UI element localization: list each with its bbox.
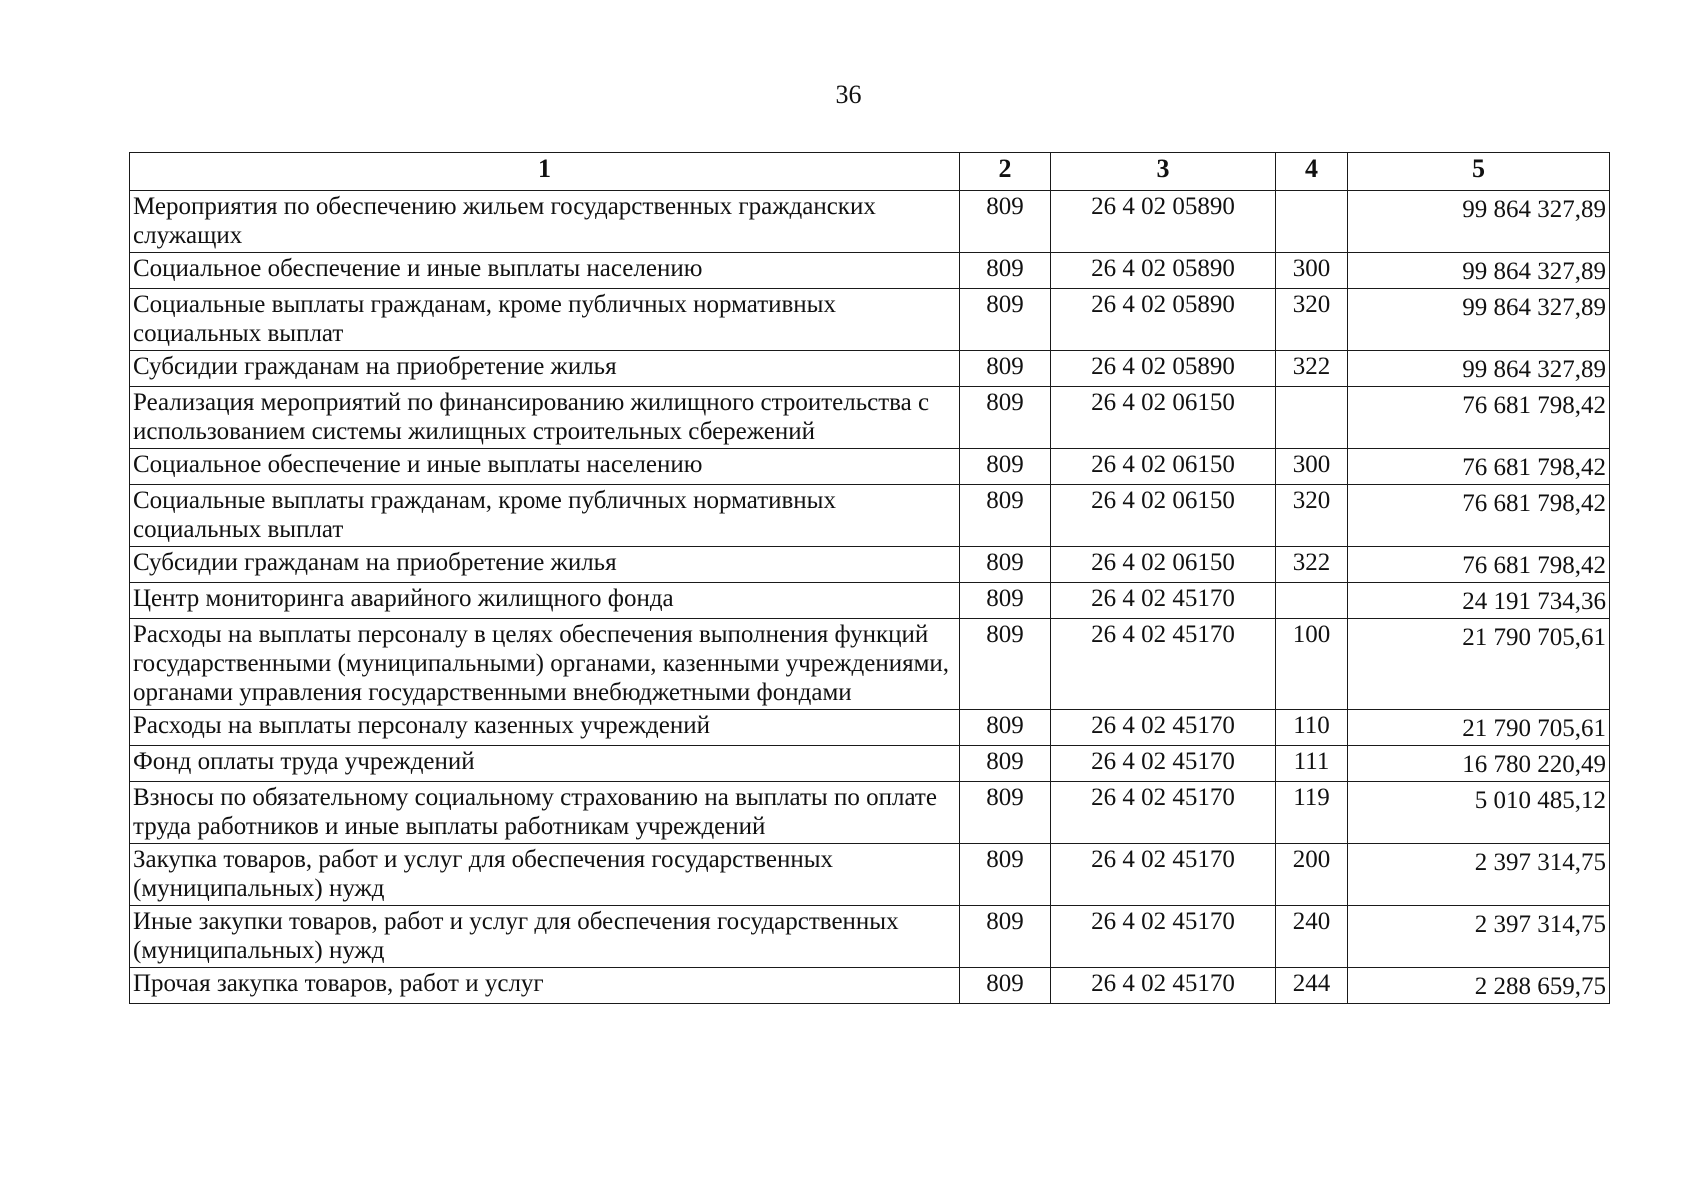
row-item-name: Социальные выплаты гражданам, кроме публичных нормативных социальных выплат [130, 485, 960, 547]
row-item-name: Реализация мероприятий по финансированию жилищного строительства с использованием системы жилищных строительных сбережений [130, 387, 960, 449]
row-expense-type-code: 200 [1276, 844, 1348, 906]
row-department-code: 809 [960, 253, 1051, 289]
row-department-code: 809 [960, 191, 1051, 253]
row-target-article-code: 26 4 02 05890 [1051, 191, 1276, 253]
row-amount: 21 790 705,61 [1348, 619, 1610, 710]
row-item-name: Социальное обеспечение и иные выплаты населению [130, 253, 960, 289]
row-item-name: Фонд оплаты труда учреждений [130, 746, 960, 782]
table-row [130, 351, 1610, 387]
header-column-1: 1 [130, 153, 960, 191]
row-amount: 16 780 220,49 [1348, 746, 1610, 782]
row-target-article-code: 26 4 02 45170 [1051, 746, 1276, 782]
page-number: 36 [835, 80, 862, 109]
table-row [130, 844, 1610, 906]
table-row [130, 968, 1610, 1004]
table-row [130, 485, 1610, 547]
row-item-name: Взносы по обязательному социальному страхованию на выплаты по оплате труда работников и иные выплаты работникам учреждений [130, 782, 960, 844]
row-amount: 24 191 734,36 [1348, 583, 1610, 619]
table-row [130, 449, 1610, 485]
row-expense-type-code: 300 [1276, 253, 1348, 289]
row-item-name: Прочая закупка товаров, работ и услуг [130, 968, 960, 1004]
row-target-article-code: 26 4 02 06150 [1051, 485, 1276, 547]
row-expense-type-code: 244 [1276, 968, 1348, 1004]
table-row [130, 619, 1610, 710]
header-column-3: 3 [1051, 153, 1276, 191]
row-expense-type-code: 320 [1276, 485, 1348, 547]
row-expense-type-code: 111 [1276, 746, 1348, 782]
budget-table [129, 152, 1610, 1004]
row-expense-type-code: 100 [1276, 619, 1348, 710]
row-item-name: Закупка товаров, работ и услуг для обеспечения государственных (муниципальных) нужд [130, 844, 960, 906]
table-row [130, 906, 1610, 968]
row-item-name: Центр мониторинга аварийного жилищного фонда [130, 583, 960, 619]
row-target-article-code: 26 4 02 45170 [1051, 968, 1276, 1004]
row-department-code: 809 [960, 619, 1051, 710]
row-amount: 2 288 659,75 [1348, 968, 1610, 1004]
row-item-name: Мероприятия по обеспечению жильем государственных гражданских служащих [130, 191, 960, 253]
row-item-name: Иные закупки товаров, работ и услуг для обеспечения государственных (муниципальных) нужд [130, 906, 960, 968]
row-item-name: Расходы на выплаты персоналу казенных учреждений [130, 710, 960, 746]
table-row [130, 289, 1610, 351]
table-row [130, 387, 1610, 449]
table-header-row [130, 153, 1610, 191]
row-expense-type-code: 322 [1276, 351, 1348, 387]
row-amount: 99 864 327,89 [1348, 191, 1610, 253]
row-item-name: Расходы на выплаты персоналу в целях обеспечения выполнения функций государственными (муниципальными) органами, казенными учреждениями, органами управления государственными внебюджетными фондами [130, 619, 960, 710]
row-target-article-code: 26 4 02 45170 [1051, 583, 1276, 619]
table-row [130, 710, 1610, 746]
header-column-5: 5 [1348, 153, 1610, 191]
table-row [130, 191, 1610, 253]
row-amount: 2 397 314,75 [1348, 906, 1610, 968]
row-target-article-code: 26 4 02 45170 [1051, 844, 1276, 906]
row-target-article-code: 26 4 02 45170 [1051, 710, 1276, 746]
row-target-article-code: 26 4 02 45170 [1051, 782, 1276, 844]
row-department-code: 809 [960, 289, 1051, 351]
row-amount: 99 864 327,89 [1348, 351, 1610, 387]
row-expense-type-code: 322 [1276, 547, 1348, 583]
row-target-article-code: 26 4 02 05890 [1051, 289, 1276, 351]
row-department-code: 809 [960, 547, 1051, 583]
table-row [130, 583, 1610, 619]
row-amount: 76 681 798,42 [1348, 485, 1610, 547]
row-expense-type-code: 240 [1276, 906, 1348, 968]
row-department-code: 809 [960, 844, 1051, 906]
header-column-2: 2 [960, 153, 1051, 191]
row-target-article-code: 26 4 02 06150 [1051, 449, 1276, 485]
row-department-code: 809 [960, 583, 1051, 619]
row-item-name: Субсидии гражданам на приобретение жилья [130, 547, 960, 583]
row-department-code: 809 [960, 387, 1051, 449]
row-amount: 76 681 798,42 [1348, 547, 1610, 583]
row-amount: 2 397 314,75 [1348, 844, 1610, 906]
table-row [130, 746, 1610, 782]
row-amount: 21 790 705,61 [1348, 710, 1610, 746]
row-item-name: Социальные выплаты гражданам, кроме публичных нормативных социальных выплат [130, 289, 960, 351]
row-department-code: 809 [960, 746, 1051, 782]
row-expense-type-code [1276, 583, 1348, 619]
row-amount: 5 010 485,12 [1348, 782, 1610, 844]
row-item-name: Субсидии гражданам на приобретение жилья [130, 351, 960, 387]
table-row [130, 782, 1610, 844]
row-target-article-code: 26 4 02 05890 [1051, 351, 1276, 387]
table-body [130, 191, 1610, 1004]
row-expense-type-code: 300 [1276, 449, 1348, 485]
row-department-code: 809 [960, 782, 1051, 844]
row-department-code: 809 [960, 485, 1051, 547]
row-amount: 99 864 327,89 [1348, 289, 1610, 351]
row-expense-type-code [1276, 191, 1348, 253]
row-expense-type-code: 320 [1276, 289, 1348, 351]
row-target-article-code: 26 4 02 45170 [1051, 906, 1276, 968]
header-column-4: 4 [1276, 153, 1348, 191]
row-amount: 99 864 327,89 [1348, 253, 1610, 289]
row-target-article-code: 26 4 02 06150 [1051, 387, 1276, 449]
row-target-article-code: 26 4 02 45170 [1051, 619, 1276, 710]
row-target-article-code: 26 4 02 05890 [1051, 253, 1276, 289]
row-department-code: 809 [960, 968, 1051, 1004]
table-row [130, 547, 1610, 583]
row-department-code: 809 [960, 351, 1051, 387]
row-expense-type-code: 119 [1276, 782, 1348, 844]
row-department-code: 809 [960, 906, 1051, 968]
table-row [130, 253, 1610, 289]
row-item-name: Социальное обеспечение и иные выплаты населению [130, 449, 960, 485]
row-expense-type-code [1276, 387, 1348, 449]
row-amount: 76 681 798,42 [1348, 449, 1610, 485]
row-department-code: 809 [960, 449, 1051, 485]
row-amount: 76 681 798,42 [1348, 387, 1610, 449]
row-department-code: 809 [960, 710, 1051, 746]
row-target-article-code: 26 4 02 06150 [1051, 547, 1276, 583]
row-expense-type-code: 110 [1276, 710, 1348, 746]
